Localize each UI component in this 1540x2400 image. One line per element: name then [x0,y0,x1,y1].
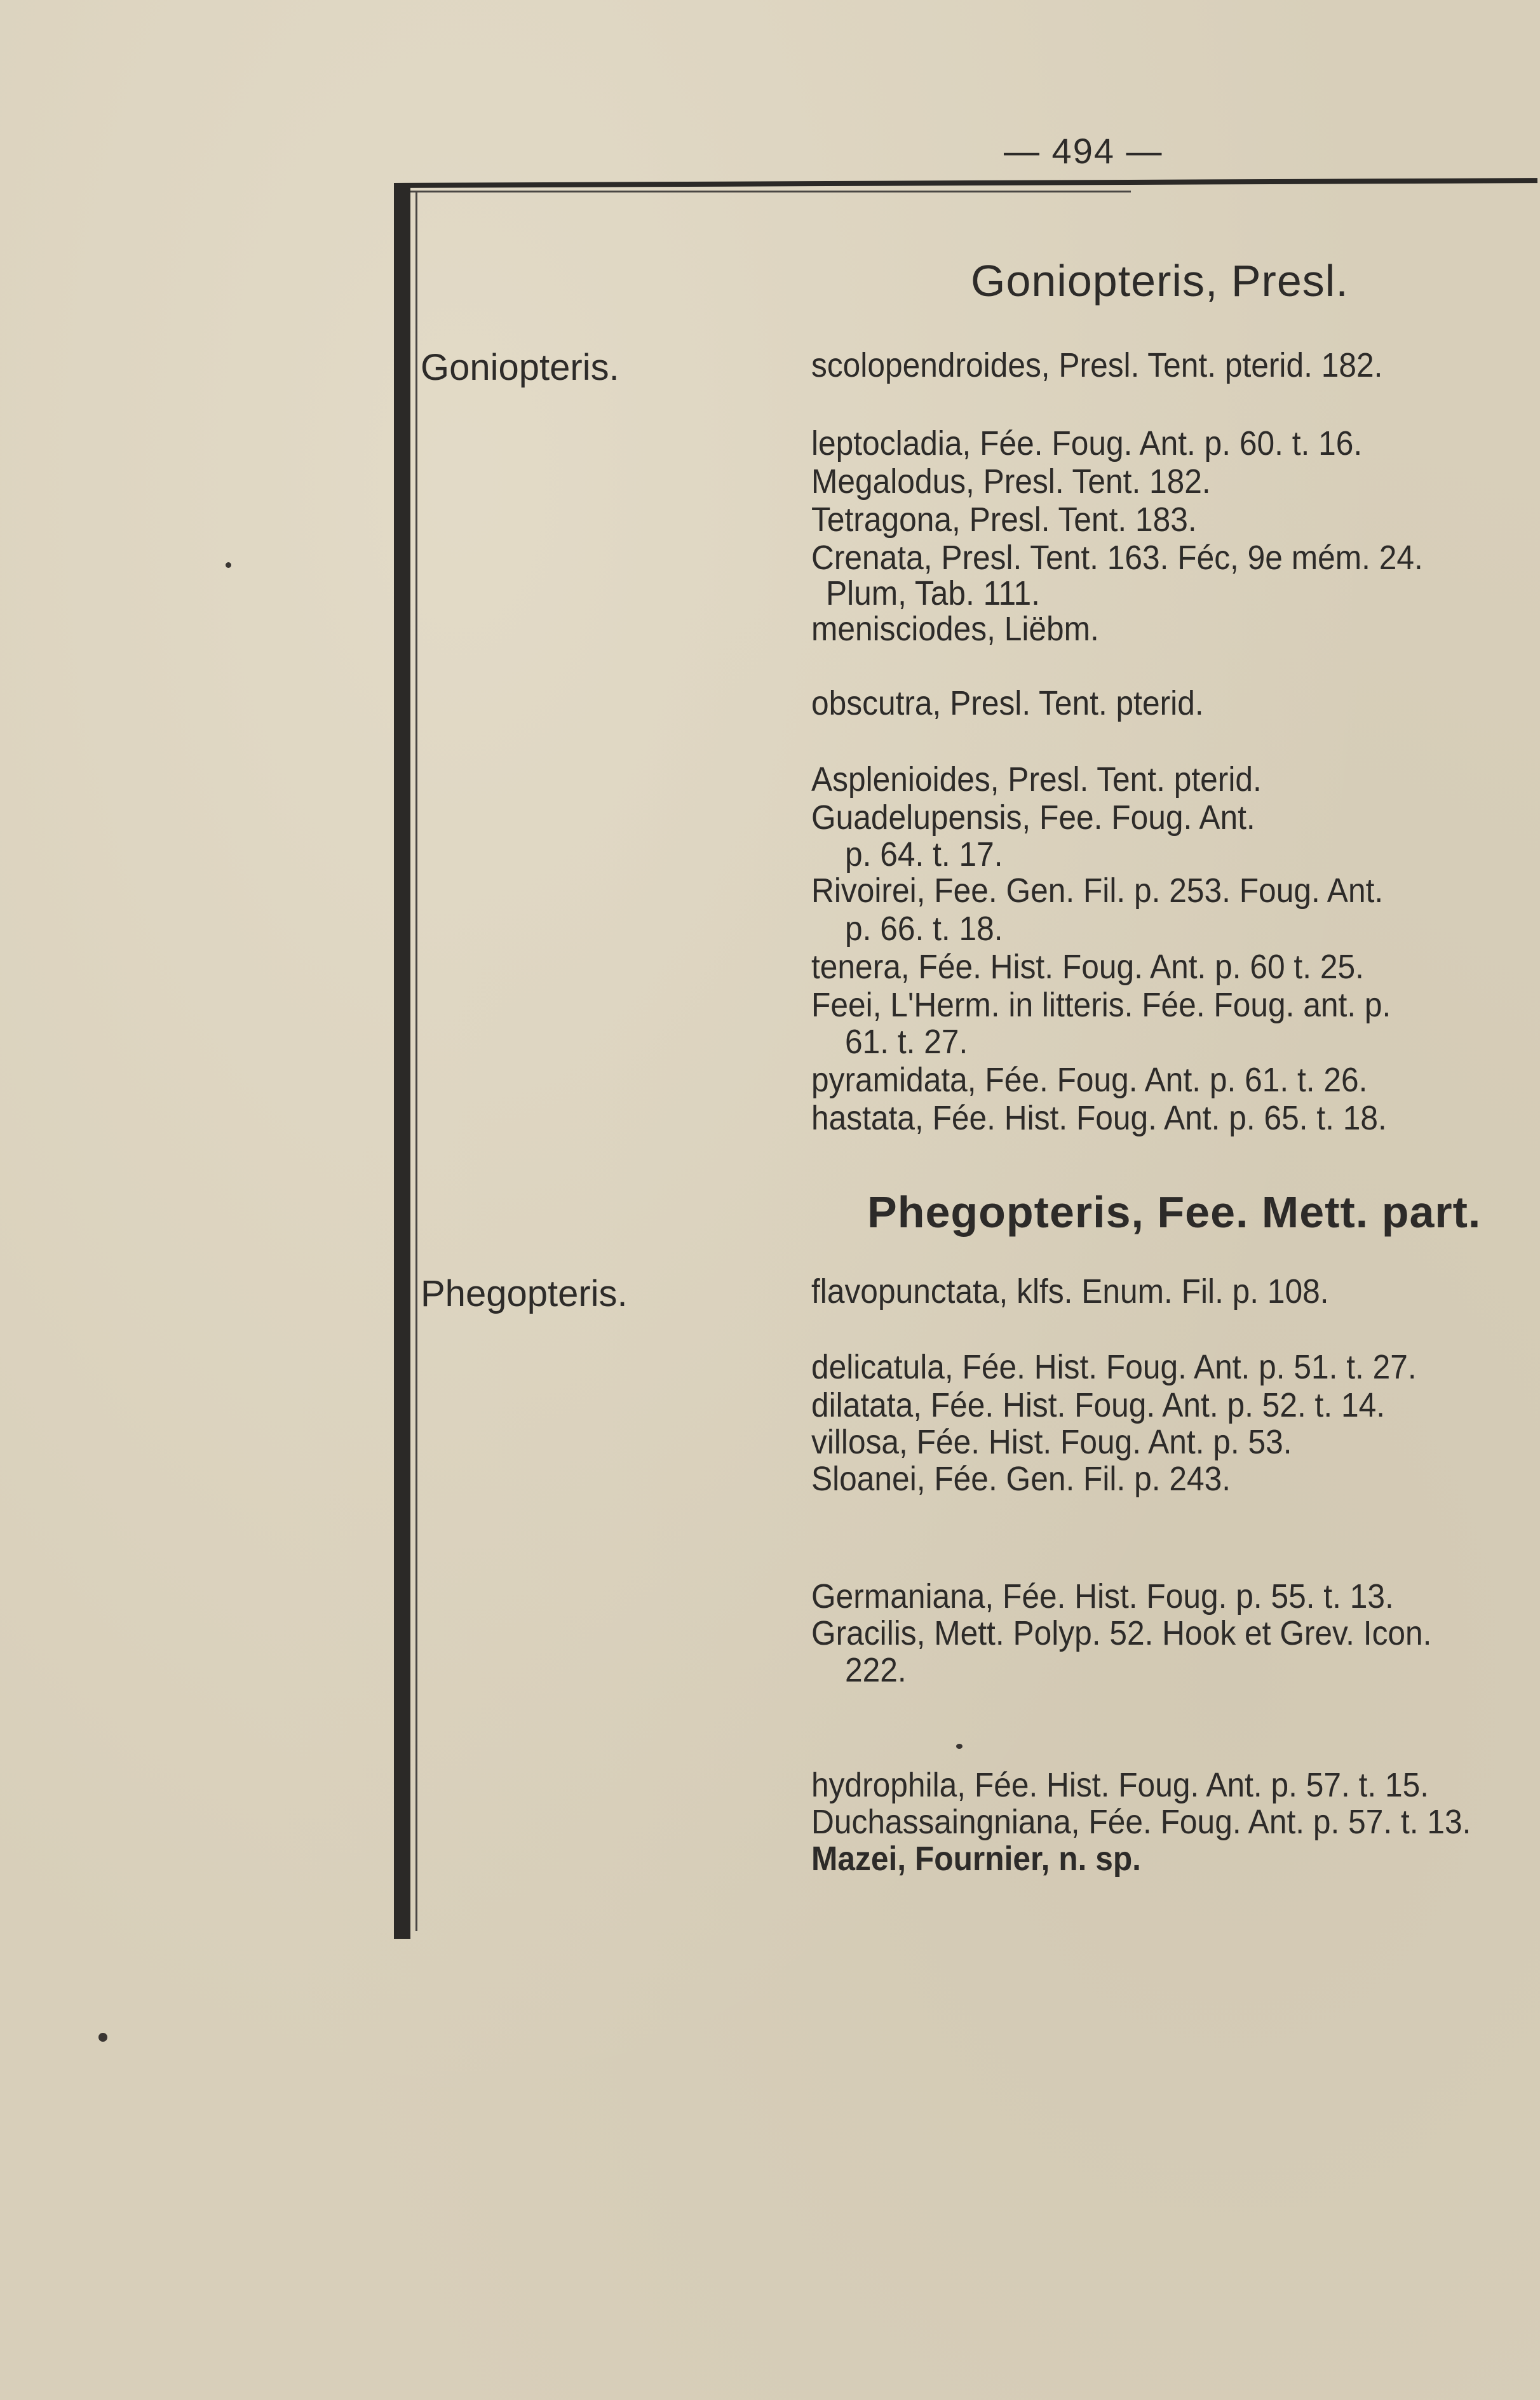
entry: hastata, Fée. Hist. Foug. Ant. p. 65. t. 18. [811,1099,1387,1137]
entry: leptocladia, Fée. Foug. Ant. p. 60. t. 16. [811,424,1363,462]
entry: obscutra, Presl. Tent. pterid. [811,684,1204,722]
entry: Crenata, Presl. Tent. 163. Féc, 9e mém. 24. [811,539,1423,577]
entry: Rivoirei, Fee. Gen. Fil. p. 253. Foug. Ant. [811,872,1384,910]
entry: Duchassaingniana, Fée. Foug. Ant. p. 57. t. 13. [811,1803,1471,1841]
ink-speck [956,1744,962,1749]
page-number: — 494 — [1004,131,1163,171]
entry: tenera, Fée. Hist. Foug. Ant. p. 60 t. 25. [811,948,1364,986]
entry: dilatata, Fée. Hist. Foug. Ant. p. 52. t. 14. [811,1386,1386,1424]
entry: p. 66. t. 18. [845,910,1003,948]
entry: Sloanei, Fée. Gen. Fil. p. 243. [811,1460,1231,1498]
entry: Germaniana, Fée. Hist. Foug. p. 55. t. 13. [811,1577,1394,1615]
entry: Tetragona, Presl. Tent. 183. [811,501,1197,539]
left-margin-rule-inner [415,191,417,1931]
entry: delicatula, Fée. Hist. Foug. Ant. p. 51. t. 27. [811,1348,1417,1386]
entry: Asplenioides, Presl. Tent. pterid. [811,760,1262,799]
entry: pyramidata, Fée. Foug. Ant. p. 61. t. 26. [811,1061,1368,1099]
entry: Gracilis, Mett. Polyp. 52. Hook et Grev. Icon. [811,1614,1432,1652]
entry: Megalodus, Presl. Tent. 182. [811,462,1211,501]
entry: Mazei, Fournier, n. sp. [811,1840,1141,1878]
ink-speck [98,2033,107,2042]
entry: scolopendroides, Presl. Tent. pterid. 182. [811,346,1383,384]
entry: Guadelupensis, Fee. Foug. Ant. [811,799,1255,837]
entry: Plum, Tab. 111. [826,574,1040,612]
top-rule-thin [394,191,1131,192]
entry: 61. t. 27. [845,1023,968,1061]
entry: menisciodes, Liëbm. [811,610,1099,648]
entry: villosa, Fée. Hist. Foug. Ant. p. 53. [811,1423,1292,1461]
entry: 222. [845,1651,907,1689]
ink-speck [226,562,231,568]
entry: flavopunctata, klfs. Enum. Fil. p. 108. [811,1272,1329,1311]
sidebar-label-phegopteris: Phegopteris. [421,1273,628,1314]
section-title-goniopteris: Goniopteris, Presl. [971,256,1349,306]
section-title-phegopteris: Phegopteris, Fee. Mett. part. [867,1187,1482,1237]
left-margin-rule [394,184,410,1939]
entry: hydrophila, Fée. Hist. Foug. Ant. p. 57. t. 15. [811,1766,1429,1804]
entry: p. 64. t. 17. [845,835,1003,873]
entry: Feei, L'Herm. in litteris. Fée. Foug. ant. p. [811,986,1391,1024]
sidebar-label-goniopteris: Goniopteris. [421,347,619,388]
